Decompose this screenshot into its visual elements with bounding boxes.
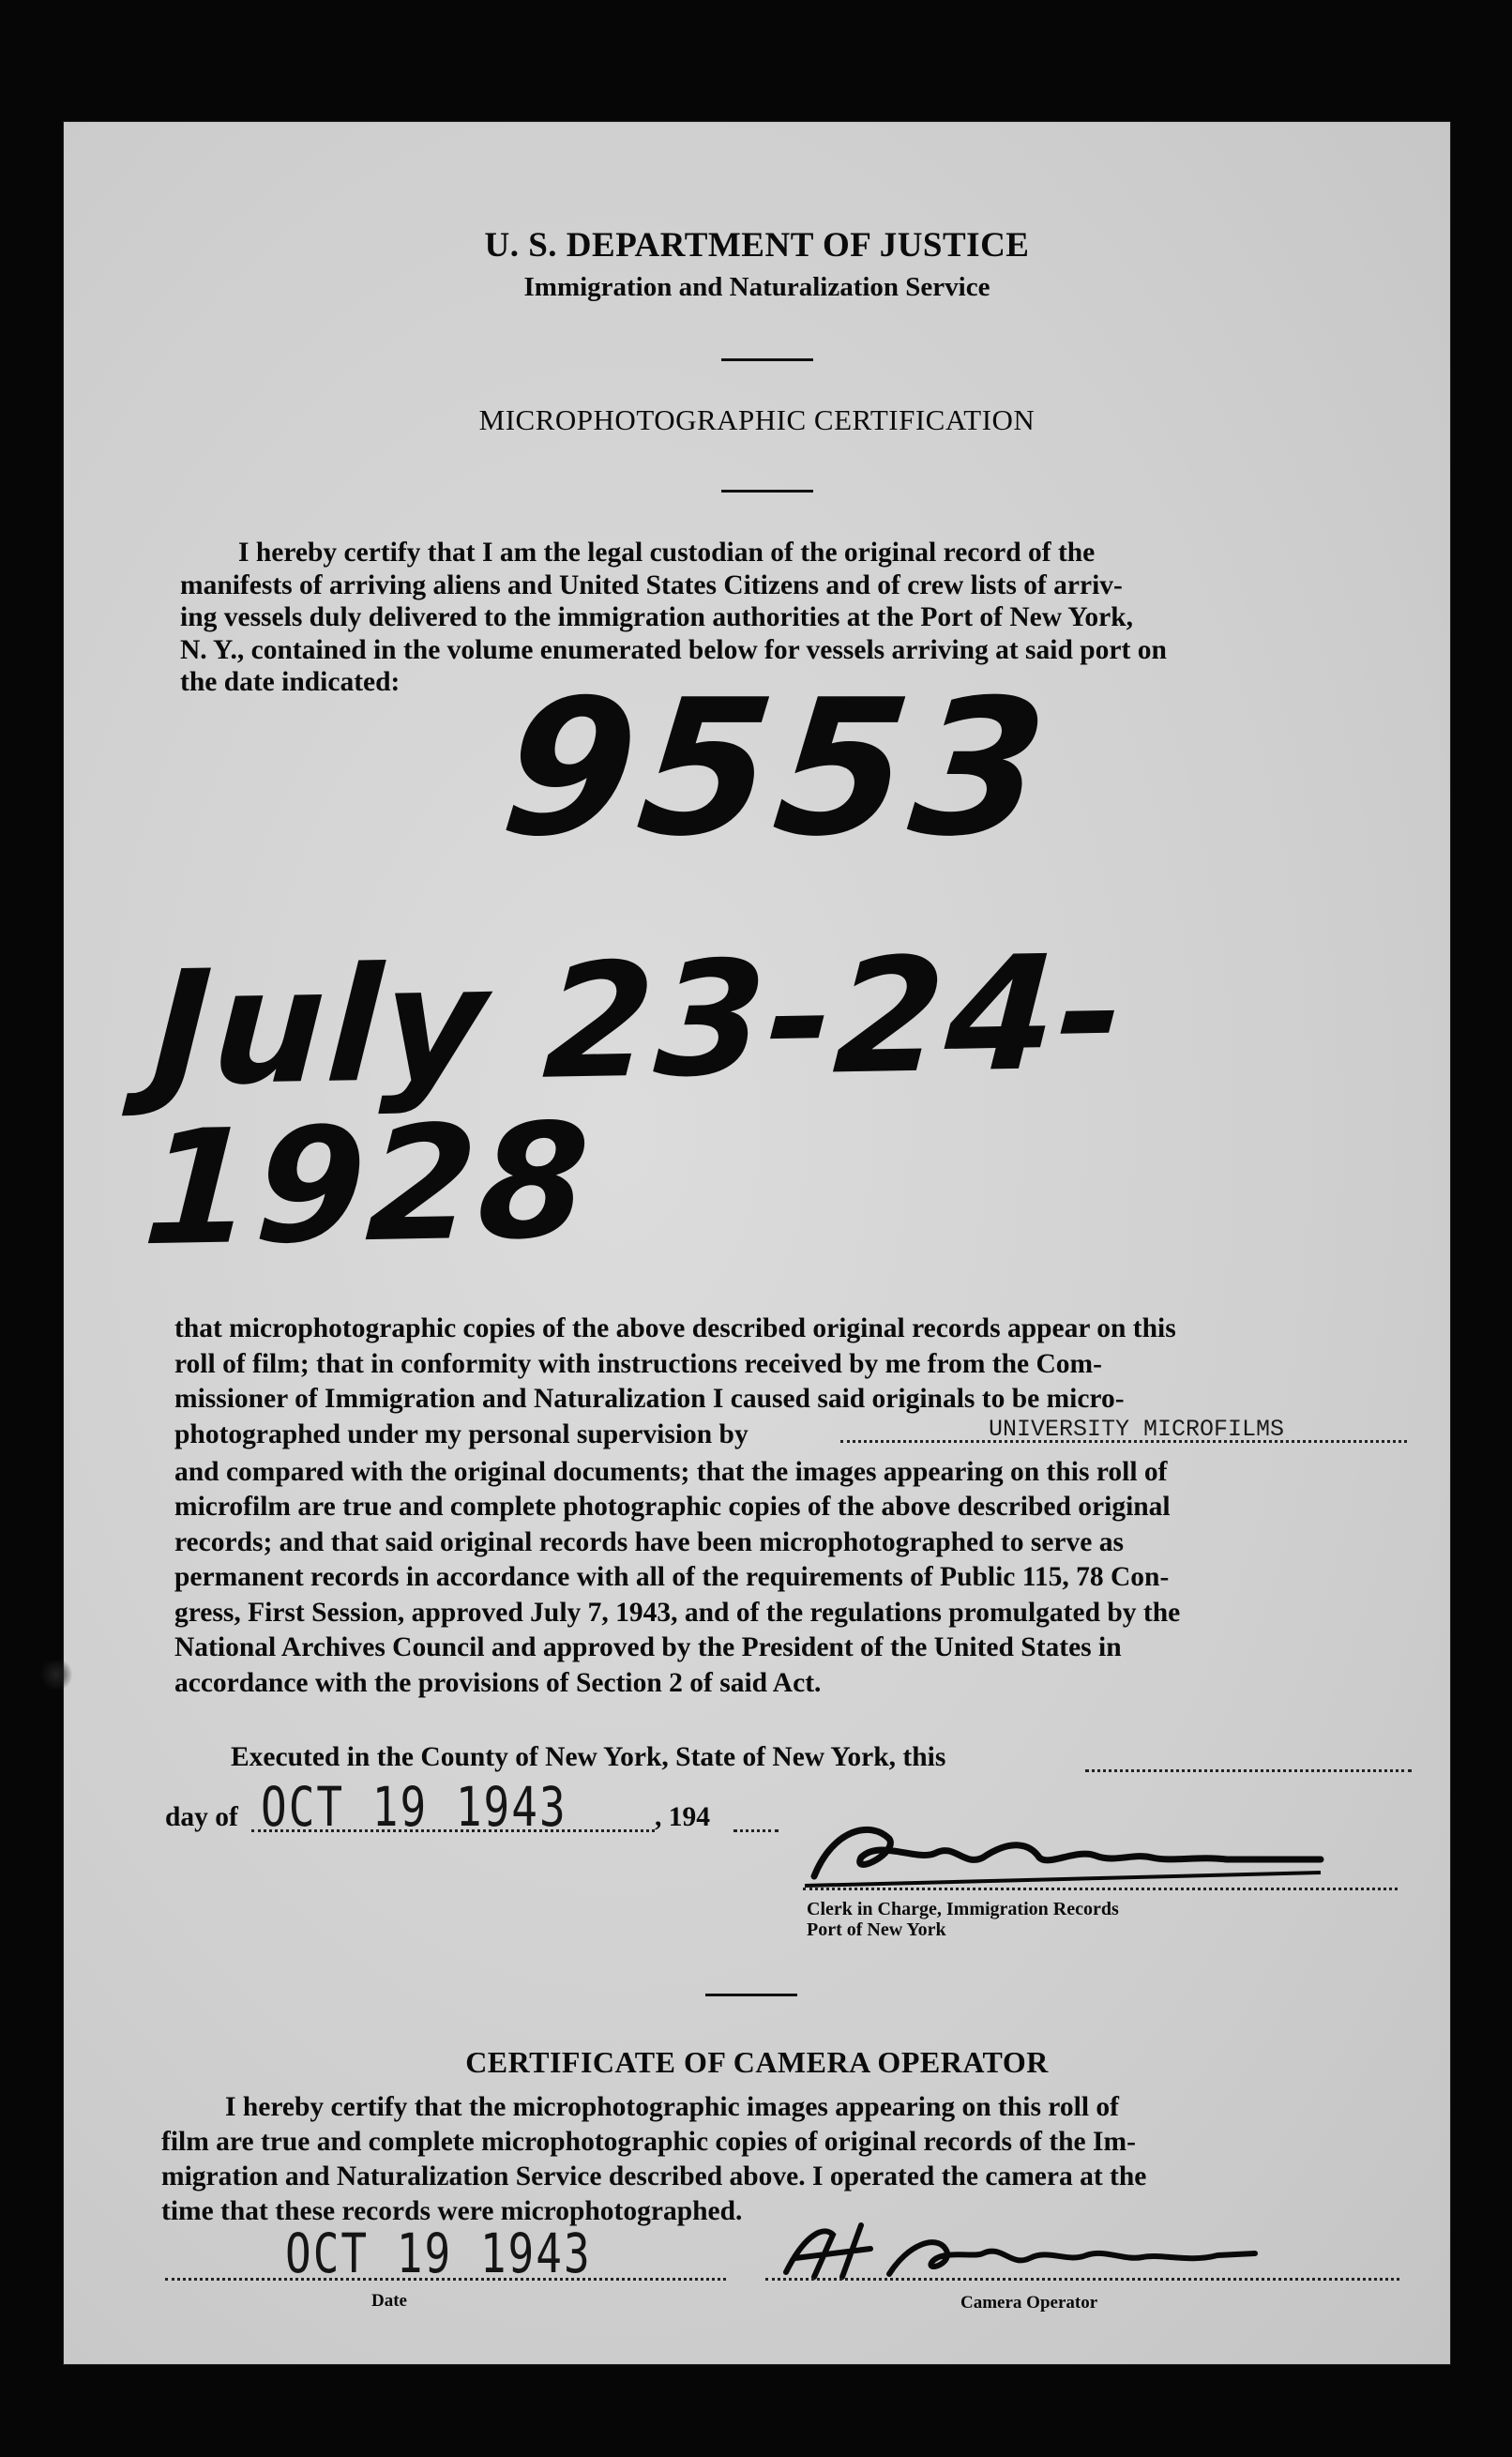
intro-line: N. Y., contained in the volume enumerated below for vessels arriving at said port on: [180, 634, 1167, 665]
execution-date-stamp: OCT 19 1943: [261, 1775, 567, 1839]
service-subheading: Immigration and Naturalization Service: [523, 272, 990, 302]
intro-line: manifests of arriving aliens and United States Citizens and of crew lists of arriv-: [180, 569, 1123, 600]
camera-operator-line: [765, 2278, 1399, 2281]
camera-operator-label: Camera Operator: [960, 2293, 1098, 2313]
clerk-title: [807, 1899, 1119, 1940]
camera-date-line: [165, 2278, 726, 2281]
intro-line: the date indicated:: [180, 667, 401, 697]
camera-date-stamp: OCT 19 1943: [285, 2222, 592, 2285]
body-line: roll of film; that in conformity with instructions received by me from the Com-: [174, 1348, 1102, 1379]
camera-line: migration and Naturalization Service described above. I operated the camera at the: [161, 2161, 1147, 2192]
year-blank: [733, 1829, 779, 1832]
ink-smudge: [38, 1661, 75, 1689]
intro-line: ing vessels duly delivered to the immigration authorities at the Port of New York,: [180, 602, 1134, 632]
day-of-label: day of: [165, 1802, 238, 1832]
clerk-title-line: Port of New York: [807, 1919, 946, 1940]
body-line: missioner of Immigration and Naturalization I caused said originals to be micro-: [174, 1384, 1125, 1414]
clerk-title-line: Clerk in Charge, Immigration Records: [807, 1899, 1119, 1919]
handwritten-dates: July 23-24-1928: [139, 919, 1130, 1282]
body-line: photographed under my personal supervision by: [174, 1418, 748, 1449]
body-line: National Archives Council and approved by the President of the United States in: [174, 1632, 1122, 1662]
clerk-signature: [795, 1811, 1358, 1895]
body-line: permanent records in accordance with all of the requirements of Public 115, 78 Con-: [174, 1562, 1170, 1592]
body-line: accordance with the provisions of Section 2 of said Act.: [174, 1667, 822, 1698]
camera-line: film are true and complete microphotographic copies of original records of the Im-: [161, 2127, 1136, 2157]
form-title: MICROPHOTOGRAPHIC CERTIFICATION: [478, 403, 1036, 436]
body-line: and compared with the original documents; that the images appearing on this roll of: [174, 1456, 1168, 1487]
date-label: Date: [371, 2291, 407, 2311]
clerk-signature-line: [803, 1888, 1398, 1890]
microfilm-company-stamp: UNIVERSITY MICROFILMS: [989, 1415, 1285, 1443]
body-line: that microphotographic copies of the above described original records appear on this: [174, 1313, 1176, 1343]
intro-line: I hereby certify that I am the legal custodian of the original record of the: [238, 538, 1096, 568]
divider: [705, 1994, 797, 1996]
certificate-sheet: [64, 122, 1450, 2364]
body-line: microfilm are true and complete photographic copies of the above described original: [174, 1492, 1171, 1522]
certification-paragraph: [174, 1312, 1414, 1701]
department-heading: U. S. DEPARTMENT OF JUSTICE: [484, 226, 1030, 265]
divider: [721, 358, 813, 361]
handwritten-volume-number: 9553: [492, 660, 1061, 878]
camera-certificate-title: CERTIFICATE OF CAMERA OPERATOR: [465, 2045, 1049, 2079]
divider: [721, 490, 813, 493]
body-line: records; and that said original records have been microphotographed to serve as: [174, 1526, 1124, 1557]
executed-text: Executed in the County of New York, State of New York, this: [231, 1742, 946, 1772]
camera-line: I hereby certify that the microphotographic images appearing on this roll of: [225, 2092, 1119, 2122]
year-prefix: , 194: [655, 1802, 710, 1832]
microfilmed-by-line: [174, 1415, 1414, 1455]
camera-certificate-paragraph: [161, 2090, 1398, 2229]
body-line: gress, First Session, approved July 7, 1943, and of the regulations promulgated by the: [174, 1597, 1181, 1628]
camera-line: time that these records were microphotographed.: [161, 2196, 743, 2226]
executed-day-blank: [1085, 1769, 1412, 1772]
